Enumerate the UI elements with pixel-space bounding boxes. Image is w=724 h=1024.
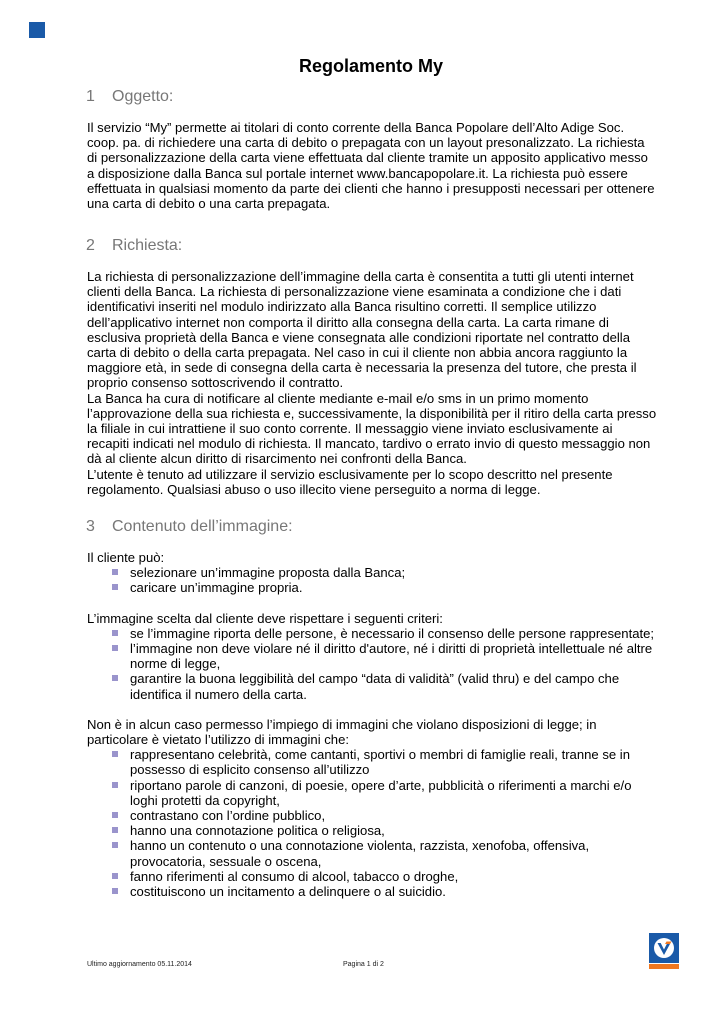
section-number: 2 <box>86 237 95 254</box>
list-item <box>87 626 657 641</box>
list-item-text: riportano parole di canzoni, di poesie, opere d’arte, pubblicità o riferimenti a marchi e/o loghi protetti da copyright, <box>130 777 632 808</box>
list-item-text: l’immagine non deve violare né il diritto d'autore, né i diritti di proprietà intellettuale né altre norme di legge, <box>130 641 653 672</box>
footer-last-updated: Ultimo aggiornamento 05.11.2014 <box>87 961 192 968</box>
bullet-list <box>87 626 657 702</box>
corner-square-mark <box>29 22 45 38</box>
paragraph: L’immagine scelta dal cliente deve rispettare i seguenti criteri: <box>87 610 443 626</box>
list-item <box>87 838 657 868</box>
bank-logo <box>649 933 679 969</box>
logo-blue-square <box>649 933 679 963</box>
list-item <box>87 565 657 580</box>
list-item <box>87 747 657 777</box>
list-item-text: garantire la buona leggibilità del campo “data di validità” (valid thru) e del campo che identifica il numero della carta. <box>130 671 620 702</box>
list-item-text: selezionare un’immagine proposta dalla Banca; <box>130 565 406 581</box>
list-item <box>87 884 657 899</box>
section-number: 3 <box>86 518 95 535</box>
list-item-text: caricare un’immagine propria. <box>130 580 303 596</box>
section-contenuto <box>87 518 657 899</box>
list-item <box>87 778 657 808</box>
square-bullet-icon <box>112 675 118 681</box>
square-bullet-icon <box>112 751 118 757</box>
paragraph: L’utente è tenuto ad utilizzare il servizio esclusivamente per lo scopo descritto nel presente regolamento. Qualsiasi abuso o uso illecito viene perseguito a norma di legge. <box>87 466 613 497</box>
section-heading <box>86 237 657 255</box>
section-richiesta <box>87 237 657 497</box>
square-bullet-icon <box>112 630 118 636</box>
list-item <box>87 580 657 595</box>
list-item <box>87 641 657 671</box>
section-oggetto <box>87 88 657 211</box>
list-item <box>87 823 657 838</box>
paragraph: La Banca ha cura di notificare al cliente mediante e-mail e/o sms in un primo momento l’approvazione della sua richiesta e, successivamente, la disponibilità per il ritiro della carta presso la filiale in cui intrattiene il suo conto corrente. Il messaggio viene inviato esclusivamente ai recapiti indicati nel modulo di richiesta. Il mancato, tardivo o errato invio di questo messaggio non dà al cliente alcun diritto di risarcimento nei confronti della Banca. <box>87 390 657 467</box>
square-bullet-icon <box>112 812 118 818</box>
section-title: Richiesta: <box>112 237 183 254</box>
list-item-text: fanno riferimenti al consumo di alcool, tabacco o droghe, <box>130 868 459 884</box>
square-bullet-icon <box>112 873 118 879</box>
paragraph: La richiesta di personalizzazione dell’immagine della carta è consentita a tutti gli utenti internet clienti della Banca. La richiesta di personalizzazione viene esaminata a condizione che i dati identificativi inseriti nel modulo indirizzato alla Banca risultino corretti. Il semplice utilizzo dell’applicativo internet non comporta il diritto alla consegna della carta. La carta rimane di esclusiva proprietà della Banca e viene consegnata alle condizioni riportate nel contratto della carta di debito o della carta prepagata. Nel caso in cui il cliente non abbia ancora raggiunto la maggiore età, in sede di consegna della carta è necessaria la presenza del tutore, che presta il proprio consenso sottoscrivendo il contratto. <box>87 269 637 391</box>
section-heading <box>86 518 657 536</box>
square-bullet-icon <box>112 645 118 651</box>
list-item <box>87 808 657 823</box>
square-bullet-icon <box>112 569 118 575</box>
square-bullet-icon <box>112 584 118 590</box>
bullet-list <box>87 565 657 595</box>
document-title: Regolamento My <box>298 56 444 76</box>
section-title: Oggetto: <box>112 88 174 105</box>
section-number: 1 <box>86 88 95 105</box>
list-item-text: rappresentano celebrità, come cantanti, sportivi o membri di famiglie reali, tranne se in possesso di esplicito consenso all’utilizzo <box>130 747 630 778</box>
list-item-text: hanno una connotazione politica o religiosa, <box>130 823 385 839</box>
section-title: Contenuto dell’immagine: <box>112 518 293 535</box>
paragraph: Il cliente può: <box>87 550 165 565</box>
paragraph: Il servizio “My” permette ai titolari di conto corrente della Banca Popolare dell’Alto Adige Soc. coop. pa. di richiedere una carta di debito o prepagata con un layout presonalizzato. La richiesta di personalizzazione della carta viene effettuata dal cliente tramite un apposito applicativo messo a disposizione dalla Banca sul portale internet www.bancapopolare.it. La richiesta può essere effettuata in qualsiasi momento da parte dei clienti che hanno i presupposti necessari per ottenere una carta di debito o una carta prepagata. <box>87 120 655 212</box>
footer-page-number: Pagina 1 di 2 <box>343 961 384 968</box>
square-bullet-icon <box>112 888 118 894</box>
logo-v-mark-icon <box>649 933 679 963</box>
list-item <box>87 869 657 884</box>
list-item-text: se l’immagine riporta delle persone, è necessario il consenso delle persone rappresentate; <box>130 625 655 641</box>
paragraph: Non è in alcun caso permesso l’impiego di immagini che violano disposizioni di legge; in particolare è vietato l’utilizzo di immagini che: <box>87 716 597 748</box>
logo-orange-bar <box>649 964 679 969</box>
bullet-list <box>87 747 657 899</box>
list-item-text: contrastano con l’ordine pubblico, <box>130 808 326 824</box>
square-bullet-icon <box>112 827 118 833</box>
section-heading <box>86 88 657 106</box>
list-item-text: hanno un contenuto o una connotazione violenta, razzista, xenofoba, offensiva, provocatoria, sessuale o oscena, <box>130 838 590 869</box>
square-bullet-icon <box>112 842 118 848</box>
square-bullet-icon <box>112 782 118 788</box>
list-item-text: costituiscono un incitamento a delinquere o al suicidio. <box>130 884 446 900</box>
list-item <box>87 671 657 701</box>
